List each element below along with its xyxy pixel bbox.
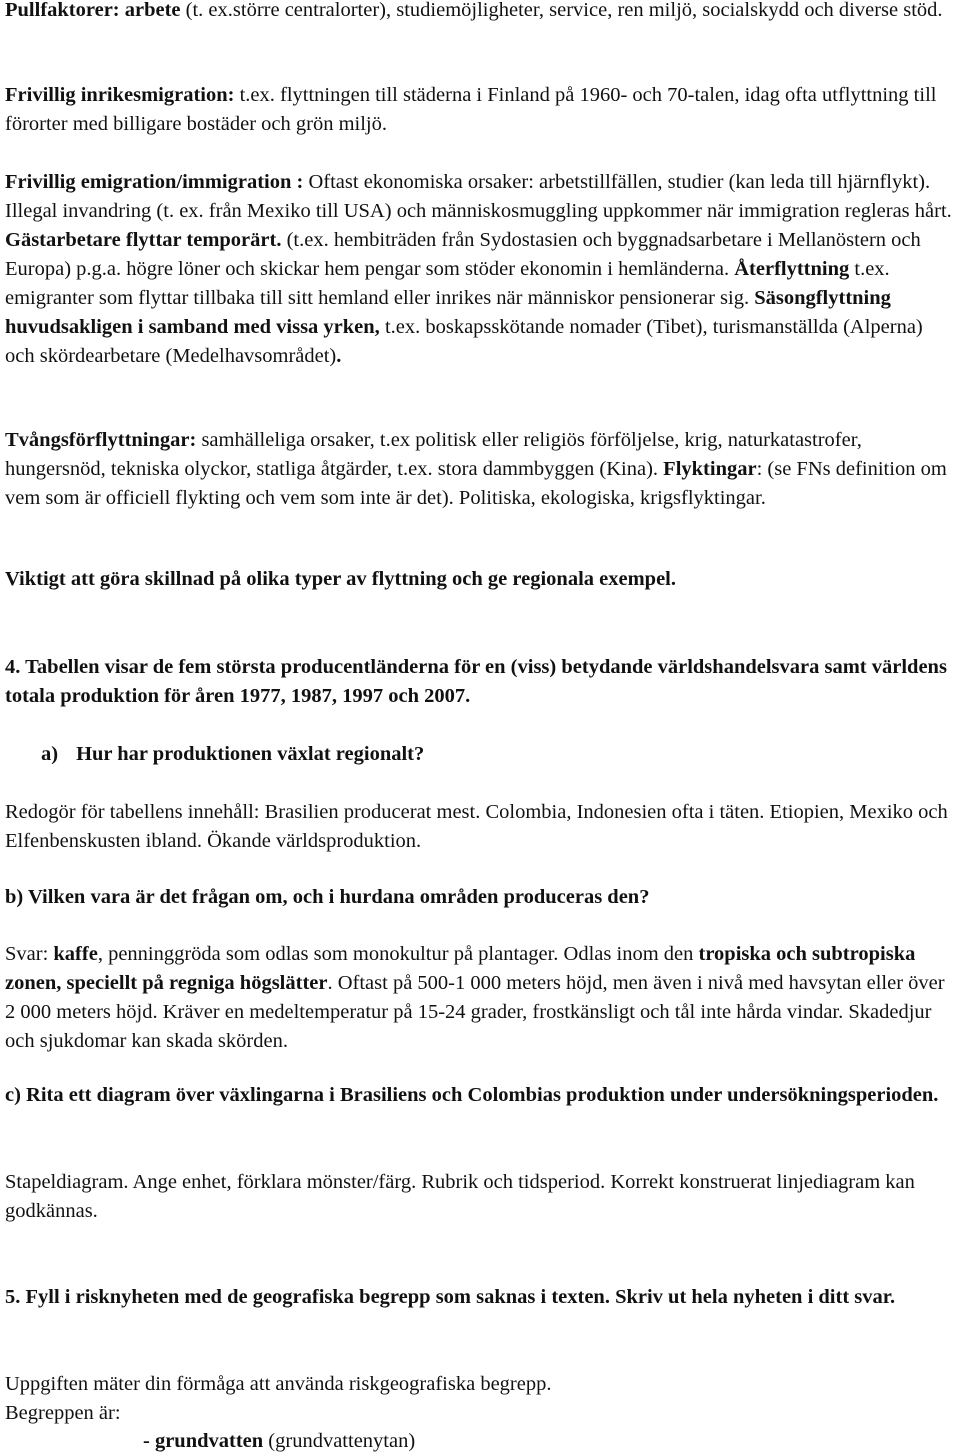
guest-workers-text: (t.ex. hembiträden från Sydostasien och byggnadsarbetare i Mellanöstern och Europa) p.g.a. högre löner och skickar hem pengar som stöder ekonomin i hemländerna.	[5, 229, 921, 280]
term-groundwater: grundvatten	[154, 1430, 264, 1452]
seasonal-migration-term: Säsongflyttning huvudsakligen i samband med vissa yrken,	[5, 287, 891, 338]
forced-migration-term: Tvångsförflyttningar:	[5, 429, 197, 451]
emigration-term: Frivillig emigration/immigration :	[5, 171, 304, 193]
return-migration-text: t.ex. emigranter som flyttar tillbaka till sitt hemland eller inrikes när människor pensionerar sig.	[5, 258, 890, 309]
answer-text-1: , penninggröda som odlas som monokultur på plantager. Odlas inom den	[97, 943, 699, 965]
bullet-marker: -	[143, 1430, 155, 1452]
answer-coffee: kaffe	[53, 943, 98, 965]
pull-factors-paragraph	[5, 0, 957, 25]
domestic-migration-text: t.ex. flyttningen till städerna i Finland på 1960- och 70-talen, idag ofta utflyttning till förorter med billigare bostäder och grön miljö.	[5, 84, 937, 135]
forced-migration-paragraph	[5, 426, 957, 513]
question-4b-heading: b) Vilken vara är det frågan om, och i hurdana områden produceras den?	[5, 886, 650, 908]
question-4-heading: 4. Tabellen visar de fem största producentländerna för en (viss) betydande världshandelsvara samt världens totala produktion för åren 1977, 1987, 1997 och 2007.	[5, 656, 947, 707]
answer-zone: tropiska och subtropiska zonen, speciellt på regniga högslätter	[5, 943, 916, 994]
domestic-migration-term: Frivillig inrikesmigration:	[5, 84, 235, 106]
question-4a-heading	[5, 740, 960, 769]
question-5-heading: 5. Fyll i risknyheten med de geografiska begrepp som saknas i texten. Skriv ut hela nyheten i ditt svar.	[5, 1286, 896, 1308]
term-list-item	[5, 1427, 960, 1456]
question-4a-label: a)	[41, 743, 59, 765]
seasonal-migration-period: .	[336, 345, 342, 367]
important-note: Viktigt att göra skillnad på olika typer av flyttning och ge regionala exempel.	[5, 568, 676, 590]
refugees-term: Flyktingar	[663, 458, 757, 480]
seasonal-migration-text: t.ex. boskapsskötande nomader (Tibet), turismanställda (Alperna) och skördearbetare (Medelhavsområdet)	[5, 316, 923, 367]
term-groundwater-note: (grundvattenytan)	[263, 1430, 416, 1452]
refugees-text: : (se FNs definition om vem som är officiell flykting och vem som inte är det). Politiska, ekologiska, krigsflyktingar.	[5, 458, 947, 509]
answer-text-2: . Oftast på 500-1 000 meters höjd, men även i nivå med havsytan eller över 2 000 meters höjd. Kräver en medeltemperatur på 15-24 grader, frostkänsligt och tål inte hårda vindar. Skadedjur och sjukdomar kan skada skörden.	[5, 972, 945, 1052]
question-4c-heading: c) Rita ett diagram över växlingarna i Brasiliens och Colombias produktion under undersökningsperioden.	[5, 1084, 939, 1106]
return-migration-term: Återflyttning	[734, 258, 850, 280]
guest-workers-term: Gästarbetare flyttar temporärt.	[5, 229, 282, 251]
question-5-intro: Uppgiften mäter din förmåga att använda riskgeografiska begrepp.	[5, 1373, 552, 1395]
domestic-migration-paragraph	[5, 81, 957, 139]
question-4a-answer: Redogör för tabellens innehåll: Brasilien producerat mest. Colombia, Indonesien ofta i täten. Etiopien, Mexiko och Elfenbenskusten ibland. Ökande världsproduktion.	[5, 801, 948, 852]
answer-prefix: Svar:	[5, 943, 54, 965]
question-4b-answer	[5, 940, 957, 1056]
question-4a-question: Hur har produktionen växlat regionalt?	[76, 743, 425, 765]
pull-factors-term: Pullfaktorer: arbete	[5, 0, 181, 21]
emigration-paragraph	[5, 168, 957, 371]
forced-migration-text: samhälleliga orsaker, t.ex politisk eller religiös förföljelse, krig, naturkatastrofer, hungersnöd, tekniska olyckor, statliga åtgärder, t.ex. stora dammbyggen (Kina).	[5, 429, 862, 480]
pull-factors-text: (t. ex.större centralorter), studiemöjligheter, service, ren miljö, socialskydd och diverse stöd.	[180, 0, 943, 21]
question-4c-answer: Stapeldiagram. Ange enhet, förklara mönster/färg. Rubrik och tidsperiod. Korrekt konstruerat linjediagram kan godkännas.	[5, 1171, 915, 1222]
terms-label: Begreppen är:	[5, 1402, 121, 1424]
emigration-text: Oftast ekonomiska orsaker: arbetstillfällen, studier (kan leda till hjärnflykt). Illegal invandring (t. ex. från Mexiko till USA) och människosmuggling uppkommer när immigration regleras hårt.	[5, 171, 952, 222]
